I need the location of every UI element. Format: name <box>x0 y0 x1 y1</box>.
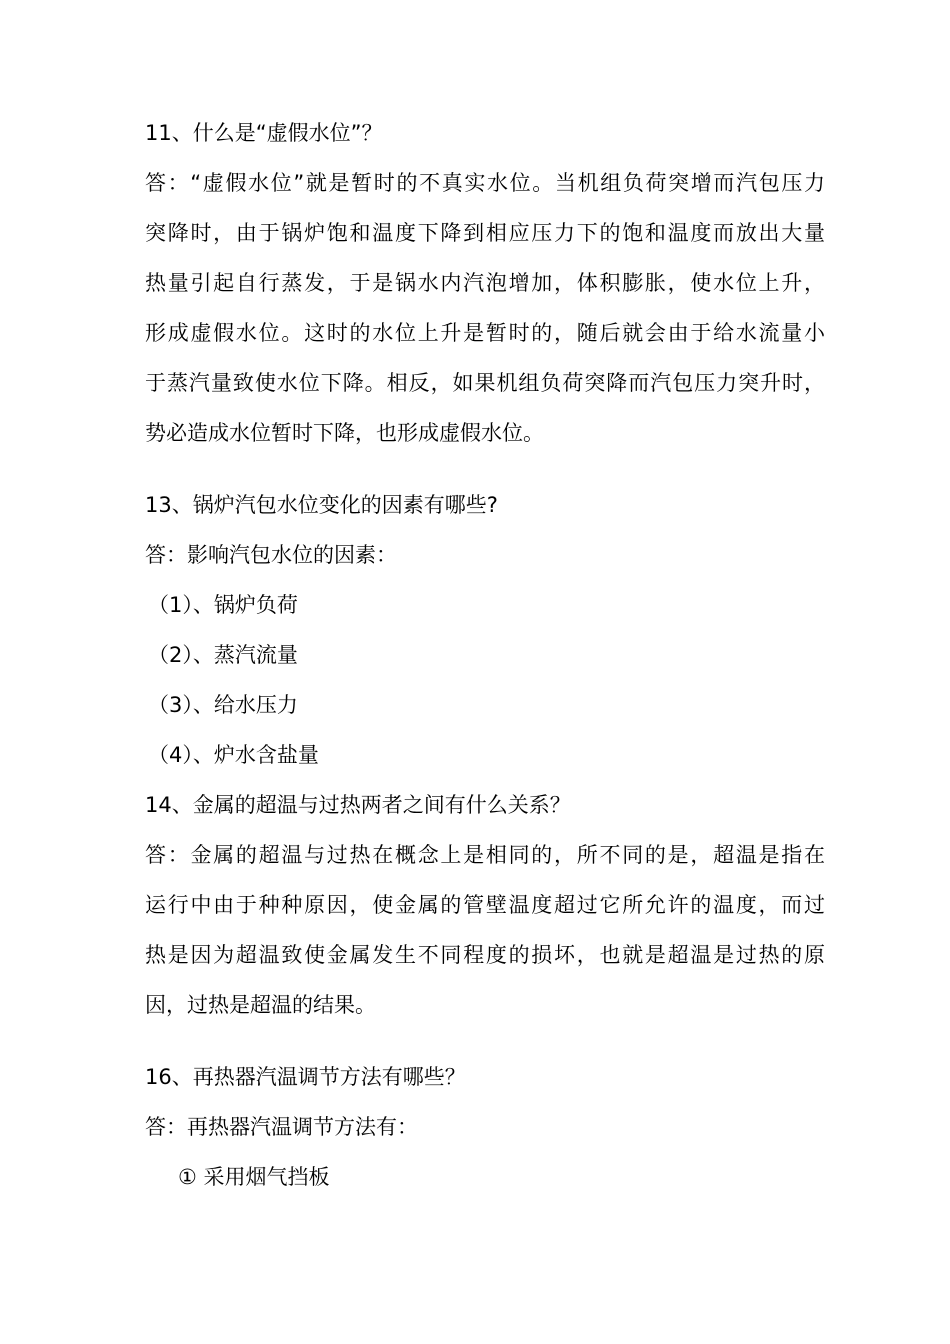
question-14-answer-line: 运行中由于种种原因，使金属的管壁温度超过它所允许的温度，而过 <box>145 893 825 917</box>
question-13-list-item: （4）、炉水含盐量 <box>148 743 319 767</box>
question-13-list-item: （3）、给水压力 <box>148 693 298 717</box>
question-11-answer-line: 势必造成水位暂时下降，也形成虚假水位。 <box>145 421 544 445</box>
question-16-title: 16、再热器汽温调节方法有哪些？ <box>145 1065 466 1089</box>
question-11-answer-line: 答：“虚假水位”就是暂时的不真实水位。当机组负荷突增而汽包压力 <box>145 171 825 195</box>
question-16-answer-intro: 答：再热器汽温调节方法有： <box>145 1115 418 1139</box>
question-11-title: 11、什么是“虚假水位”？ <box>145 121 383 145</box>
question-14-answer-line: 因，过热是超温的结果。 <box>145 993 376 1017</box>
question-13-title: 13、锅炉汽包水位变化的因素有哪些? <box>145 493 498 517</box>
question-11-answer-line: 突降时，由于锅炉饱和温度下降到相应压力下的饱和温度而放出大量 <box>145 221 825 245</box>
question-14-answer-line: 答：金属的超温与过热在概念上是相同的，所不同的是，超温是指在 <box>145 843 825 867</box>
question-13-list-item: （2）、蒸汽流量 <box>148 643 298 667</box>
question-14-title: 14、金属的超温与过热两者之间有什么关系？ <box>145 793 571 817</box>
question-13-list-item: （1）、锅炉负荷 <box>148 593 298 617</box>
question-11-answer-line: 形成虚假水位。这时的水位上升是暂时的，随后就会由于给水流量小 <box>145 321 825 345</box>
question-11-answer-line: 于蒸汽量致使水位下降。相反，如果机组负荷突降而汽包压力突升时， <box>145 371 825 395</box>
question-13-answer-intro: 答：影响汽包水位的因素： <box>145 543 397 567</box>
question-11-answer-line: 热量引起自行蒸发，于是锅水内汽泡增加，体积膨胀，使水位上升， <box>145 271 825 295</box>
question-14-answer-line: 热是因为超温致使金属发生不同程度的损坏，也就是超温是过热的原 <box>145 943 825 967</box>
question-16-list-item: ① 采用烟气挡板 <box>178 1165 330 1189</box>
